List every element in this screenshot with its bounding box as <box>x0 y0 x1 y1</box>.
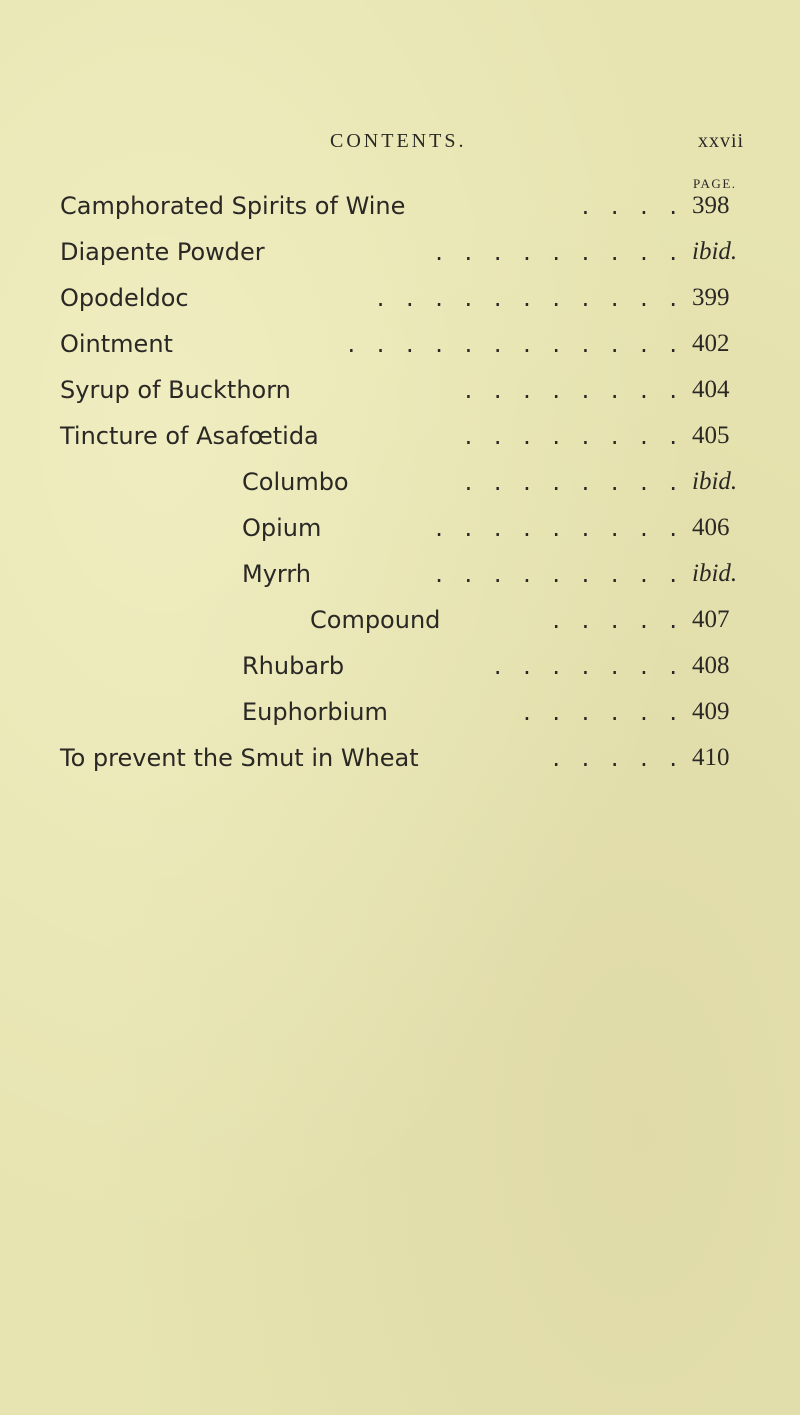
dot-leader: . . . . . <box>552 744 684 772</box>
entry-title: Opodeldoc <box>60 284 189 312</box>
dot-leader: . . . . . . . . . . . . <box>347 330 684 358</box>
page-number: ibid. <box>692 468 738 495</box>
entry-title: Columbo <box>242 468 349 496</box>
running-title: CONTENTS. <box>330 130 467 152</box>
entry-title: Myrrh <box>242 560 312 588</box>
dot-leader: . . . . . . . . . <box>435 560 684 588</box>
page-number: 406 <box>692 514 730 541</box>
page-column-label: PAGE. <box>693 176 737 191</box>
entry-title: To prevent the Smut in Wheat <box>60 744 419 772</box>
contents-entry <box>0 698 800 743</box>
page-number: 407 <box>692 606 730 633</box>
contents-entry <box>0 376 800 421</box>
dot-leader: . . . . . . . . . <box>435 238 684 266</box>
contents-entry <box>0 284 800 329</box>
dot-leader: . . . . . . <box>523 698 684 726</box>
running-head <box>0 130 800 160</box>
page-number: 410 <box>692 744 730 771</box>
page-number: 398 <box>692 192 730 219</box>
contents-entry <box>0 560 800 605</box>
dot-leader: . . . . . <box>552 606 684 634</box>
entry-title: Camphorated Spirits of Wine <box>60 192 406 220</box>
entry-title: Compound <box>310 606 441 634</box>
dot-leader: . . . . . . . . . <box>435 514 684 542</box>
dot-leader: . . . . <box>581 192 684 220</box>
page-number: 405 <box>692 422 730 449</box>
contents-entry <box>0 192 800 237</box>
entry-title: Syrup of Buckthorn <box>60 376 291 404</box>
contents-entry <box>0 606 800 651</box>
contents-entry <box>0 330 800 375</box>
contents-entry <box>0 468 800 513</box>
folio: xxvii <box>698 130 745 152</box>
dot-leader: . . . . . . . . <box>464 422 684 450</box>
entry-title: Ointment <box>60 330 173 358</box>
dot-leader: . . . . . . . <box>493 652 684 680</box>
contents-entry <box>0 422 800 467</box>
entry-title: Diapente Powder <box>60 238 265 266</box>
page-number: 404 <box>692 376 730 403</box>
dot-leader: . . . . . . . . . . . <box>376 284 684 312</box>
page-number: 402 <box>692 330 730 357</box>
entry-title: Tincture of Asafœtida <box>60 422 319 450</box>
entry-title: Euphorbium <box>242 698 388 726</box>
entry-title: Rhubarb <box>242 652 345 680</box>
dot-leader: . . . . . . . . <box>464 468 684 496</box>
contents-entry <box>0 238 800 283</box>
page-number: ibid. <box>692 560 738 587</box>
page-number: ibid. <box>692 238 738 265</box>
contents-entry <box>0 744 800 789</box>
contents-entry <box>0 652 800 697</box>
contents-entry <box>0 514 800 559</box>
page-number: 399 <box>692 284 730 311</box>
page-number: 408 <box>692 652 730 679</box>
page-number: 409 <box>692 698 730 725</box>
dot-leader: . . . . . . . . <box>464 376 684 404</box>
entry-title: Opium <box>242 514 322 542</box>
